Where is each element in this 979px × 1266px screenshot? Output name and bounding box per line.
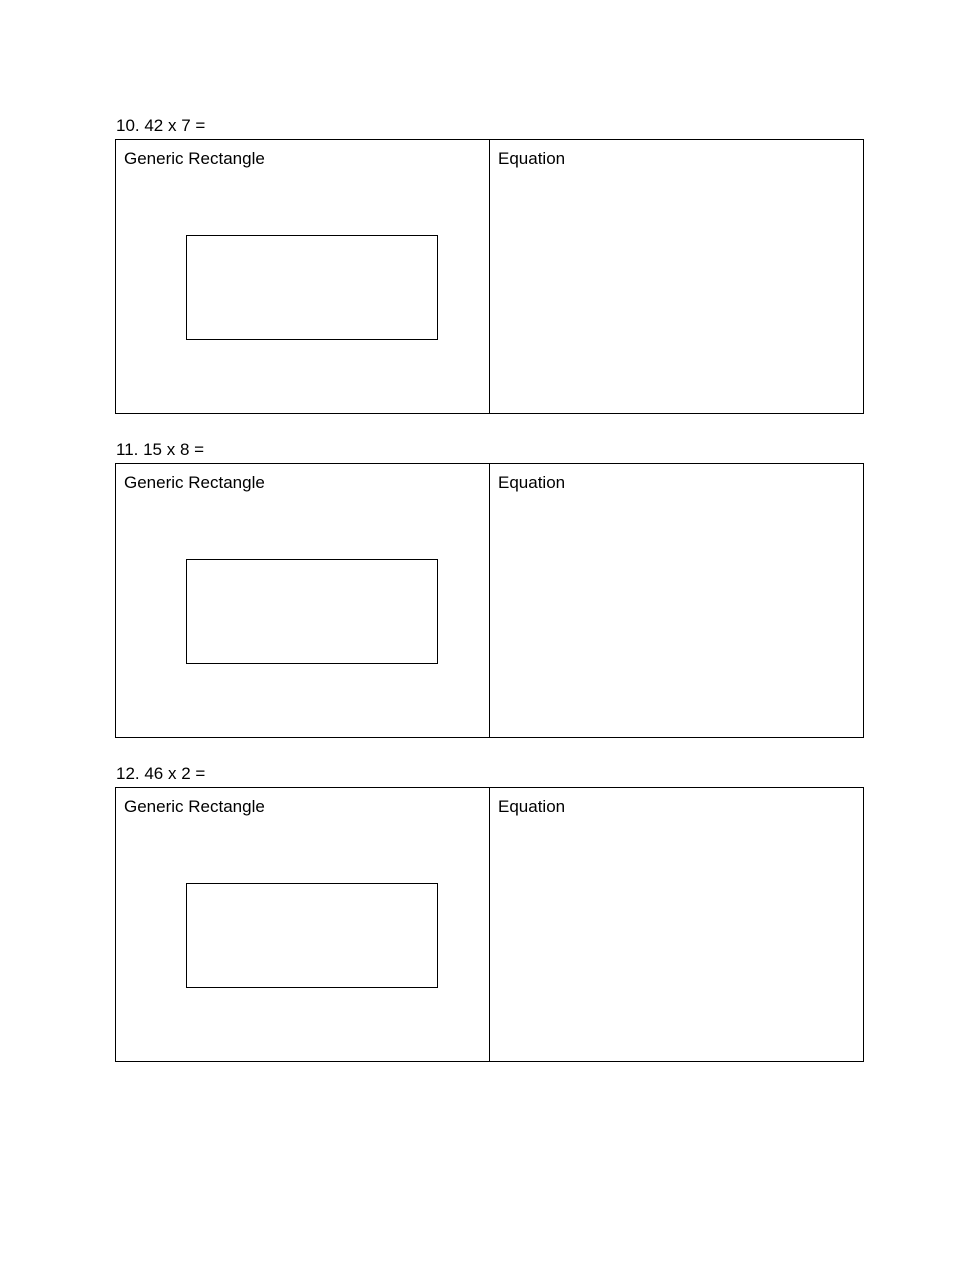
equation-cell[interactable] — [490, 788, 863, 1061]
problem-table — [115, 787, 864, 1062]
generic-rectangle-label: Generic Rectangle — [124, 149, 265, 168]
problem-title: 12. 46 x 2 = — [116, 764, 206, 783]
equation-label: Equation — [498, 149, 566, 168]
generic-rectangle-cell[interactable] — [116, 788, 490, 1061]
problem-table — [115, 463, 864, 738]
problem-title: 11. 15 x 8 = — [116, 440, 205, 459]
generic-rectangle-cell[interactable] — [116, 464, 490, 737]
equation-cell[interactable] — [490, 140, 863, 413]
generic-rectangle-box[interactable] — [186, 235, 438, 340]
generic-rectangle-box[interactable] — [186, 883, 438, 988]
generic-rectangle-cell[interactable] — [116, 140, 490, 413]
equation-label: Equation — [498, 797, 566, 816]
generic-rectangle-box[interactable] — [186, 559, 438, 664]
equation-cell[interactable] — [490, 464, 863, 737]
problem-table — [115, 139, 864, 414]
equation-label: Equation — [498, 473, 566, 492]
generic-rectangle-label: Generic Rectangle — [124, 473, 265, 492]
generic-rectangle-label: Generic Rectangle — [124, 797, 265, 816]
problem-title: 10. 42 x 7 = — [116, 116, 206, 135]
